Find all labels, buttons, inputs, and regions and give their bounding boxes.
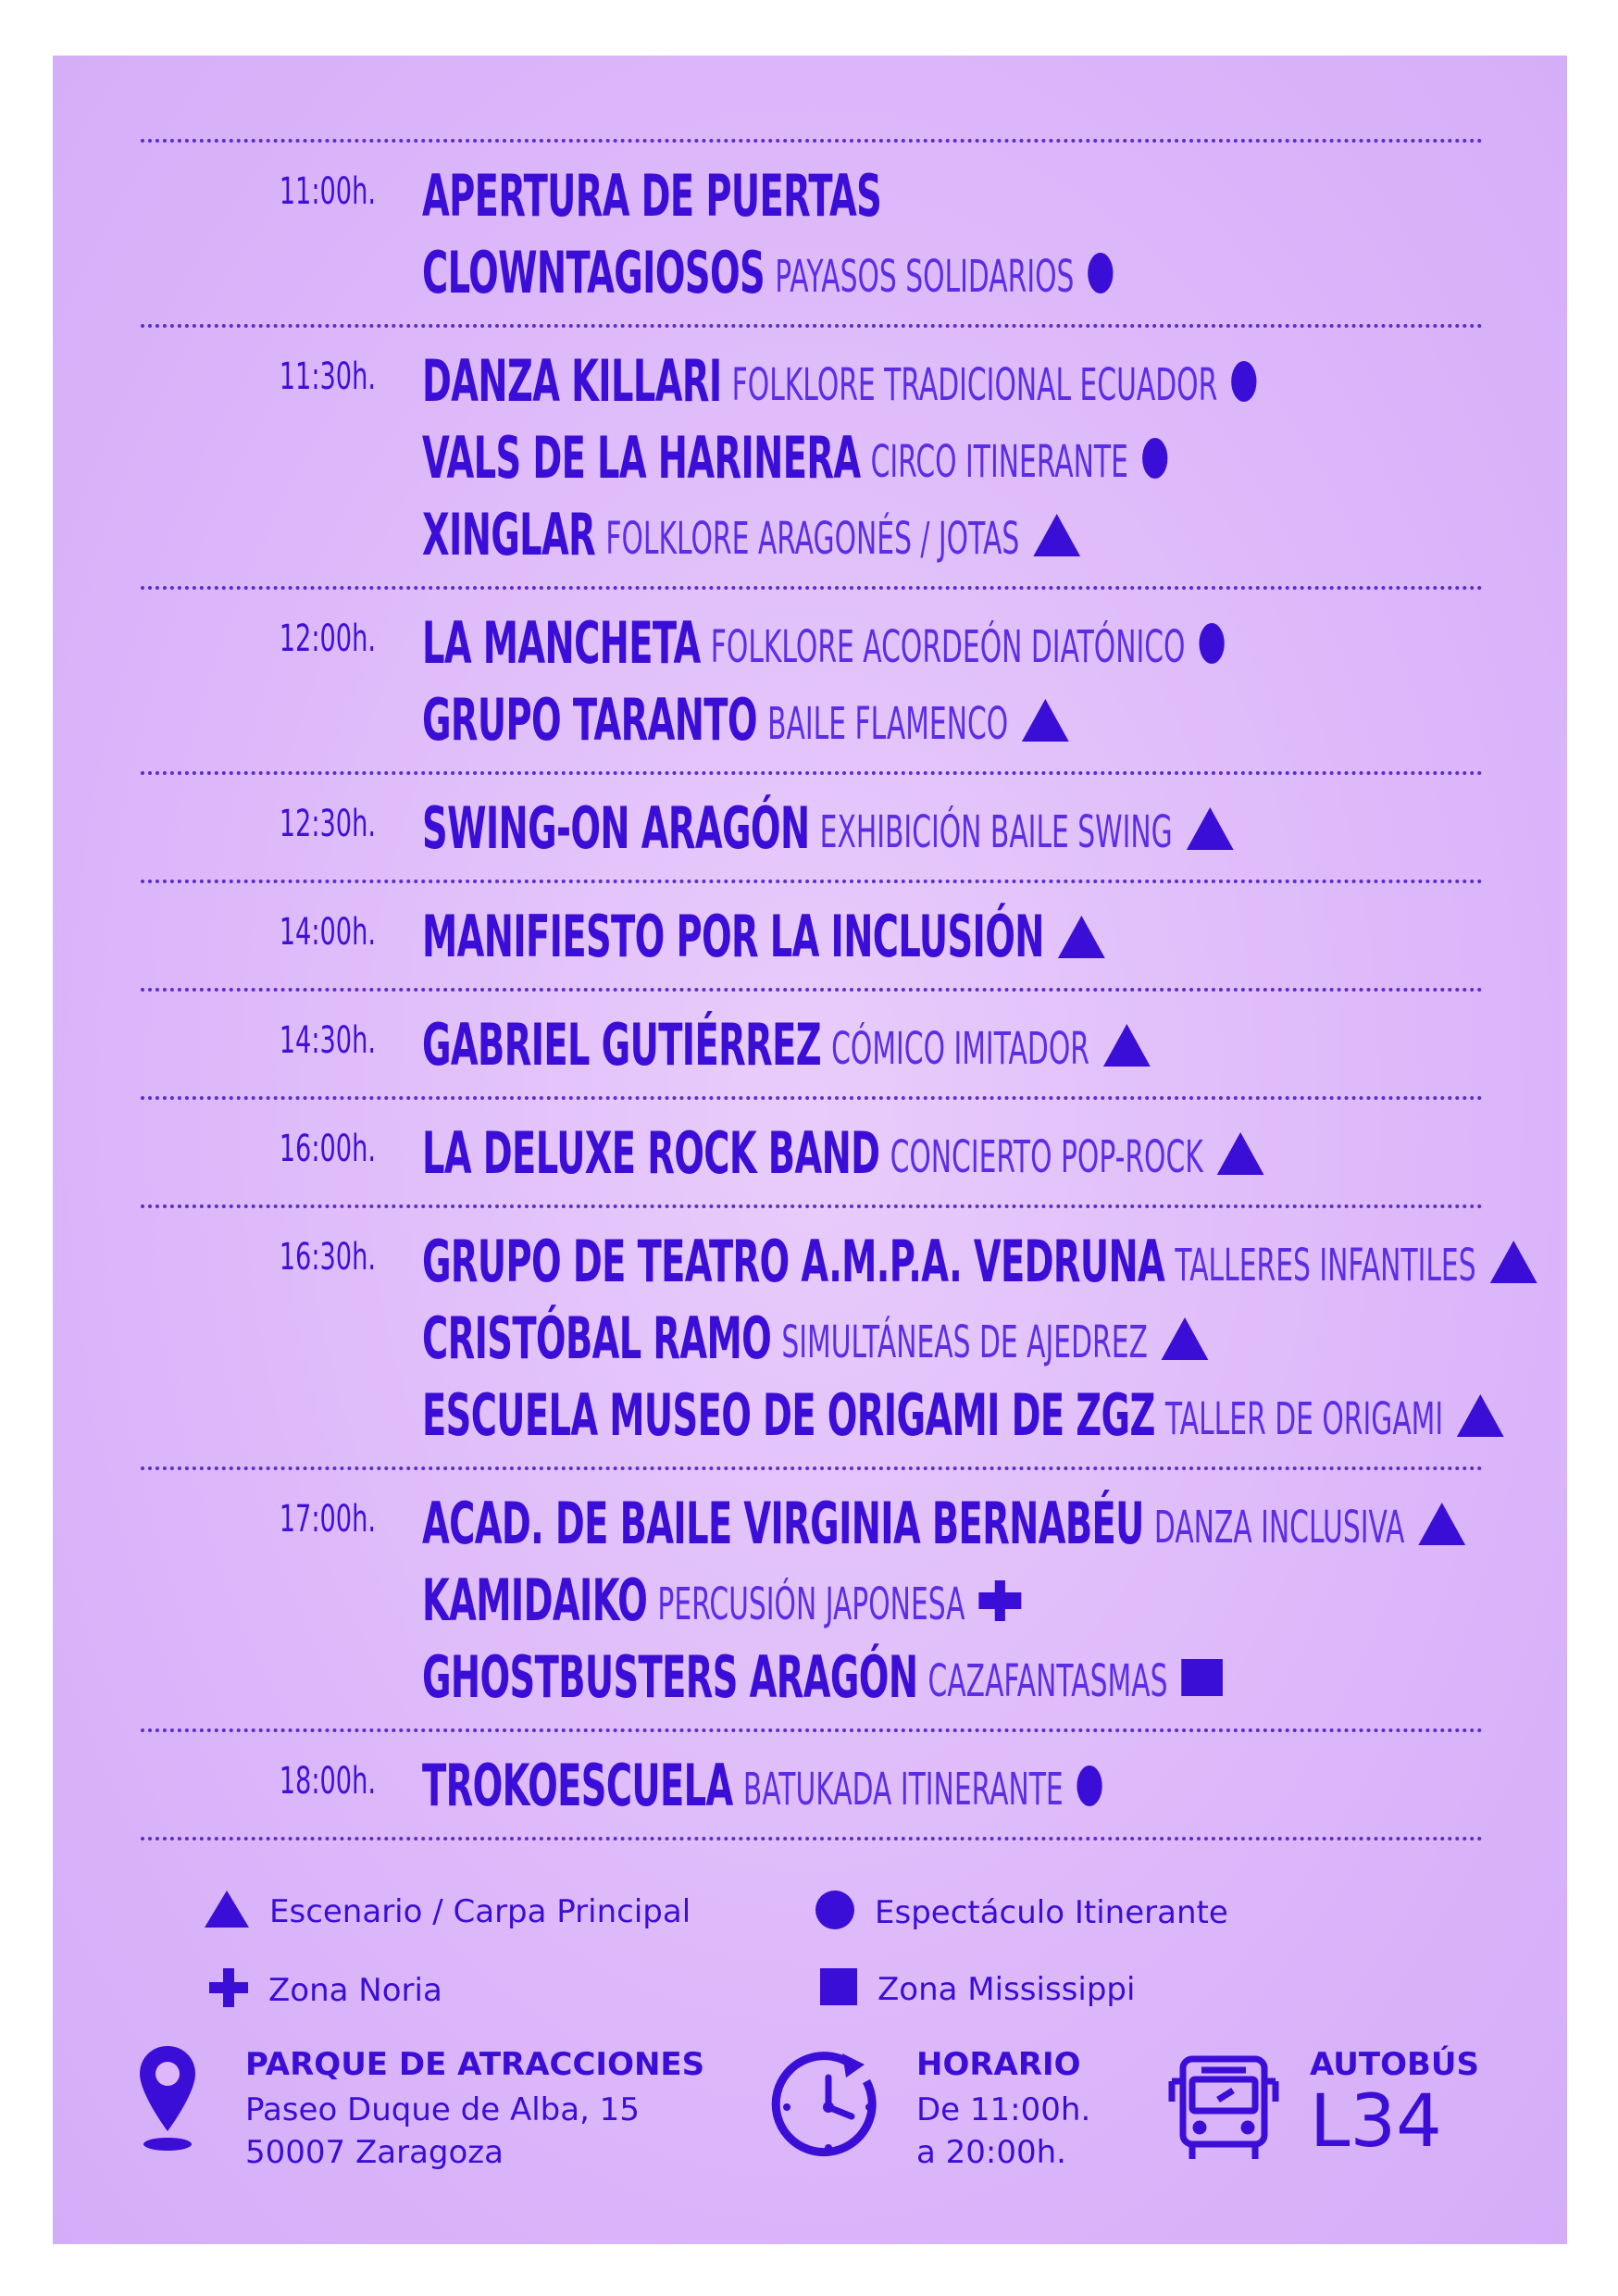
slot-events [422, 1747, 1521, 1824]
event-name: LA MANCHETA [422, 609, 701, 677]
slot-time: 16:30h. [279, 1236, 376, 1279]
bus-icon [1168, 2053, 1279, 2169]
event-name: LA DELUXE ROCK BAND [422, 1119, 880, 1187]
dotted-divider [141, 771, 1483, 775]
dotted-divider [141, 1204, 1483, 1208]
event-row [422, 605, 1618, 681]
event-description: CIRCO ITINERANTE [870, 435, 1128, 488]
dotted-divider [141, 1728, 1483, 1732]
triangle-icon [1215, 1130, 1264, 1177]
dotted-divider [141, 586, 1483, 590]
circle-icon [1198, 621, 1226, 666]
event-row [422, 343, 1618, 419]
event-name: GRUPO DE TEATRO A.M.P.A. VEDRUNA [422, 1228, 1165, 1295]
location-title: PARQUE DE ATRACCIONES [245, 2046, 705, 2083]
event-name: DANZA KILLARI [422, 347, 722, 415]
event-description: CAZAFANTASMAS [927, 1654, 1168, 1707]
event-description: EXHIBICIÓN BAILE SWING [819, 805, 1173, 858]
event-description: TALLERES INFANTILES [1175, 1239, 1476, 1292]
time-slot [141, 992, 1483, 1096]
slot-events [422, 1485, 1618, 1716]
bus-line-number: L34 [1310, 2080, 1442, 2164]
triangle-icon [1185, 805, 1234, 852]
event-description: PAYASOS SOLIDARIOS [775, 250, 1075, 303]
info-footer [0, 2018, 1618, 2203]
slot-time: 11:30h. [279, 356, 376, 398]
location-address: Paseo Duque de Alba, 15 [245, 2091, 640, 2128]
event-row [422, 1006, 1599, 1083]
event-row [422, 1300, 1618, 1377]
event-description: CÓMICO IMITADOR [831, 1022, 1089, 1075]
schedule-list [141, 139, 1483, 1841]
bus-title: AUTOBÚS [1310, 2046, 1479, 2083]
circle-icon [1087, 251, 1114, 295]
time-slot [141, 590, 1483, 771]
event-name: GABRIEL GUTIÉRREZ [422, 1011, 821, 1079]
hours-open: De 11:00h. [916, 2091, 1091, 2128]
event-row [422, 790, 1618, 867]
event-description: FOLKLORE ARAGONÉS / JOTAS [605, 512, 1020, 565]
circle-icon [1076, 1764, 1103, 1808]
event-description: BATUKADA ITINERANTE [742, 1763, 1064, 1816]
circle-icon [1141, 436, 1169, 480]
event-description: SIMULTÁNEAS DE AJEDREZ [781, 1316, 1148, 1368]
time-slot [141, 1208, 1483, 1466]
triangle-icon [1021, 697, 1070, 743]
event-description: DANZA INCLUSIVA [1153, 1501, 1405, 1554]
event-description: TALLER DE ORIGAMI [1164, 1392, 1444, 1445]
legend-item-circle [814, 1889, 1228, 1936]
dotted-divider [141, 324, 1483, 328]
event-row [422, 234, 1538, 311]
time-slot [141, 775, 1483, 880]
dotted-divider [141, 880, 1483, 883]
event-name: ACAD. DE BAILE VIRGINIA BERNABÉU [422, 1490, 1144, 1557]
slot-events [422, 898, 1525, 975]
square-icon [1180, 1657, 1224, 1698]
time-slot [141, 328, 1483, 586]
event-row [422, 419, 1618, 496]
slot-events [422, 790, 1618, 867]
event-name: GHOSTBUSTERS ARAGÓN [422, 1643, 918, 1711]
slot-time: 14:00h. [279, 911, 376, 954]
legend-item-cross [207, 1966, 442, 2014]
location-block [245, 2046, 704, 2174]
slot-time: 14:30h. [279, 1019, 376, 1062]
dotted-divider [141, 1837, 1483, 1841]
event-name: SWING-ON ARAGÓN [422, 794, 810, 862]
dotted-divider [141, 988, 1483, 992]
event-row [422, 898, 1525, 975]
time-slot [141, 143, 1483, 324]
event-row [422, 1377, 1618, 1454]
event-row [422, 496, 1618, 573]
time-slot [141, 883, 1483, 988]
dotted-divider [141, 139, 1483, 143]
time-slot [141, 1732, 1483, 1837]
event-row [422, 157, 1538, 234]
event-description: FOLKLORE TRADICIONAL ECUADOR [731, 358, 1218, 411]
hours-close: a 20:00h. [916, 2134, 1066, 2171]
schedule-hours-block [916, 2046, 1090, 2174]
triangle-icon [1056, 914, 1105, 960]
legend-item-triangle [203, 1889, 691, 1934]
event-name: GRUPO TARANTO [422, 686, 757, 754]
slot-time: 12:00h. [279, 618, 376, 660]
slot-events [422, 1006, 1599, 1083]
triangle-icon [203, 1889, 251, 1934]
legend-item-square [818, 1966, 1135, 2012]
triangle-icon [1102, 1022, 1151, 1068]
location-city: 50007 Zaragoza [245, 2134, 504, 2171]
event-row [422, 1485, 1618, 1562]
triangle-icon [1417, 1501, 1466, 1547]
legend-label: Zona Noria [268, 1971, 442, 2009]
time-slot [141, 1470, 1483, 1728]
event-description: BAILE FLAMENCO [767, 697, 1009, 750]
event-row [422, 1639, 1618, 1716]
event-name: KAMIDAIKO [422, 1566, 648, 1634]
slot-events [422, 605, 1618, 758]
hours-title: HORARIO [916, 2046, 1081, 2083]
legend-label: Escenario / Carpa Principal [269, 1892, 691, 1930]
dotted-divider [141, 1466, 1483, 1470]
event-name: APERTURA DE PUERTAS [422, 162, 882, 230]
event-name: MANIFIESTO POR LA INCLUSIÓN [422, 903, 1044, 970]
event-name: XINGLAR [422, 501, 596, 568]
circle-icon [1230, 359, 1258, 404]
legend-label: Zona Mississippi [877, 1970, 1136, 2008]
slot-events [422, 157, 1538, 311]
event-description: CONCIERTO POP-ROCK [890, 1130, 1203, 1183]
event-description: FOLKLORE ACORDEÓN DIATÓNICO [710, 620, 1186, 673]
legend-label: Espectáculo Itinerante [875, 1893, 1228, 1931]
slot-time: 12:30h. [279, 803, 376, 845]
bus-block [1310, 2046, 1479, 2164]
slot-time: 16:00h. [279, 1128, 376, 1170]
slot-events [422, 1115, 1618, 1192]
slot-time: 11:00h. [279, 170, 376, 213]
event-name: CRISTÓBAL RAMO [422, 1304, 772, 1372]
poster-panel [53, 56, 1567, 2244]
slot-events [422, 343, 1618, 573]
slot-time: 17:00h. [279, 1498, 376, 1541]
map-pin-icon [137, 2044, 198, 2160]
clock-icon [768, 2044, 889, 2169]
time-slot [141, 1100, 1483, 1204]
event-name: VALS DE LA HARINERA [422, 424, 861, 492]
event-row [422, 681, 1618, 758]
circle-icon [814, 1889, 856, 1936]
square-icon [818, 1966, 859, 2012]
event-row [422, 1223, 1618, 1300]
triangle-icon [1488, 1239, 1537, 1285]
event-row [422, 1747, 1521, 1824]
cross-icon [977, 1578, 1022, 1623]
event-row [422, 1562, 1618, 1639]
triangle-icon [1456, 1392, 1505, 1439]
event-description: PERCUSIÓN JAPONESA [657, 1578, 965, 1630]
event-name: ESCUELA MUSEO DE ORIGAMI DE ZGZ [422, 1381, 1155, 1449]
event-name: TROKOESCUELA [422, 1752, 733, 1819]
slot-time: 18:00h. [279, 1760, 376, 1803]
triangle-icon [1032, 512, 1081, 558]
triangle-icon [1161, 1316, 1210, 1362]
event-name: CLOWNTAGIOSOS [422, 239, 765, 306]
event-row [422, 1115, 1618, 1192]
dotted-divider [141, 1096, 1483, 1100]
cross-icon [207, 1966, 250, 2014]
slot-events [422, 1223, 1618, 1454]
